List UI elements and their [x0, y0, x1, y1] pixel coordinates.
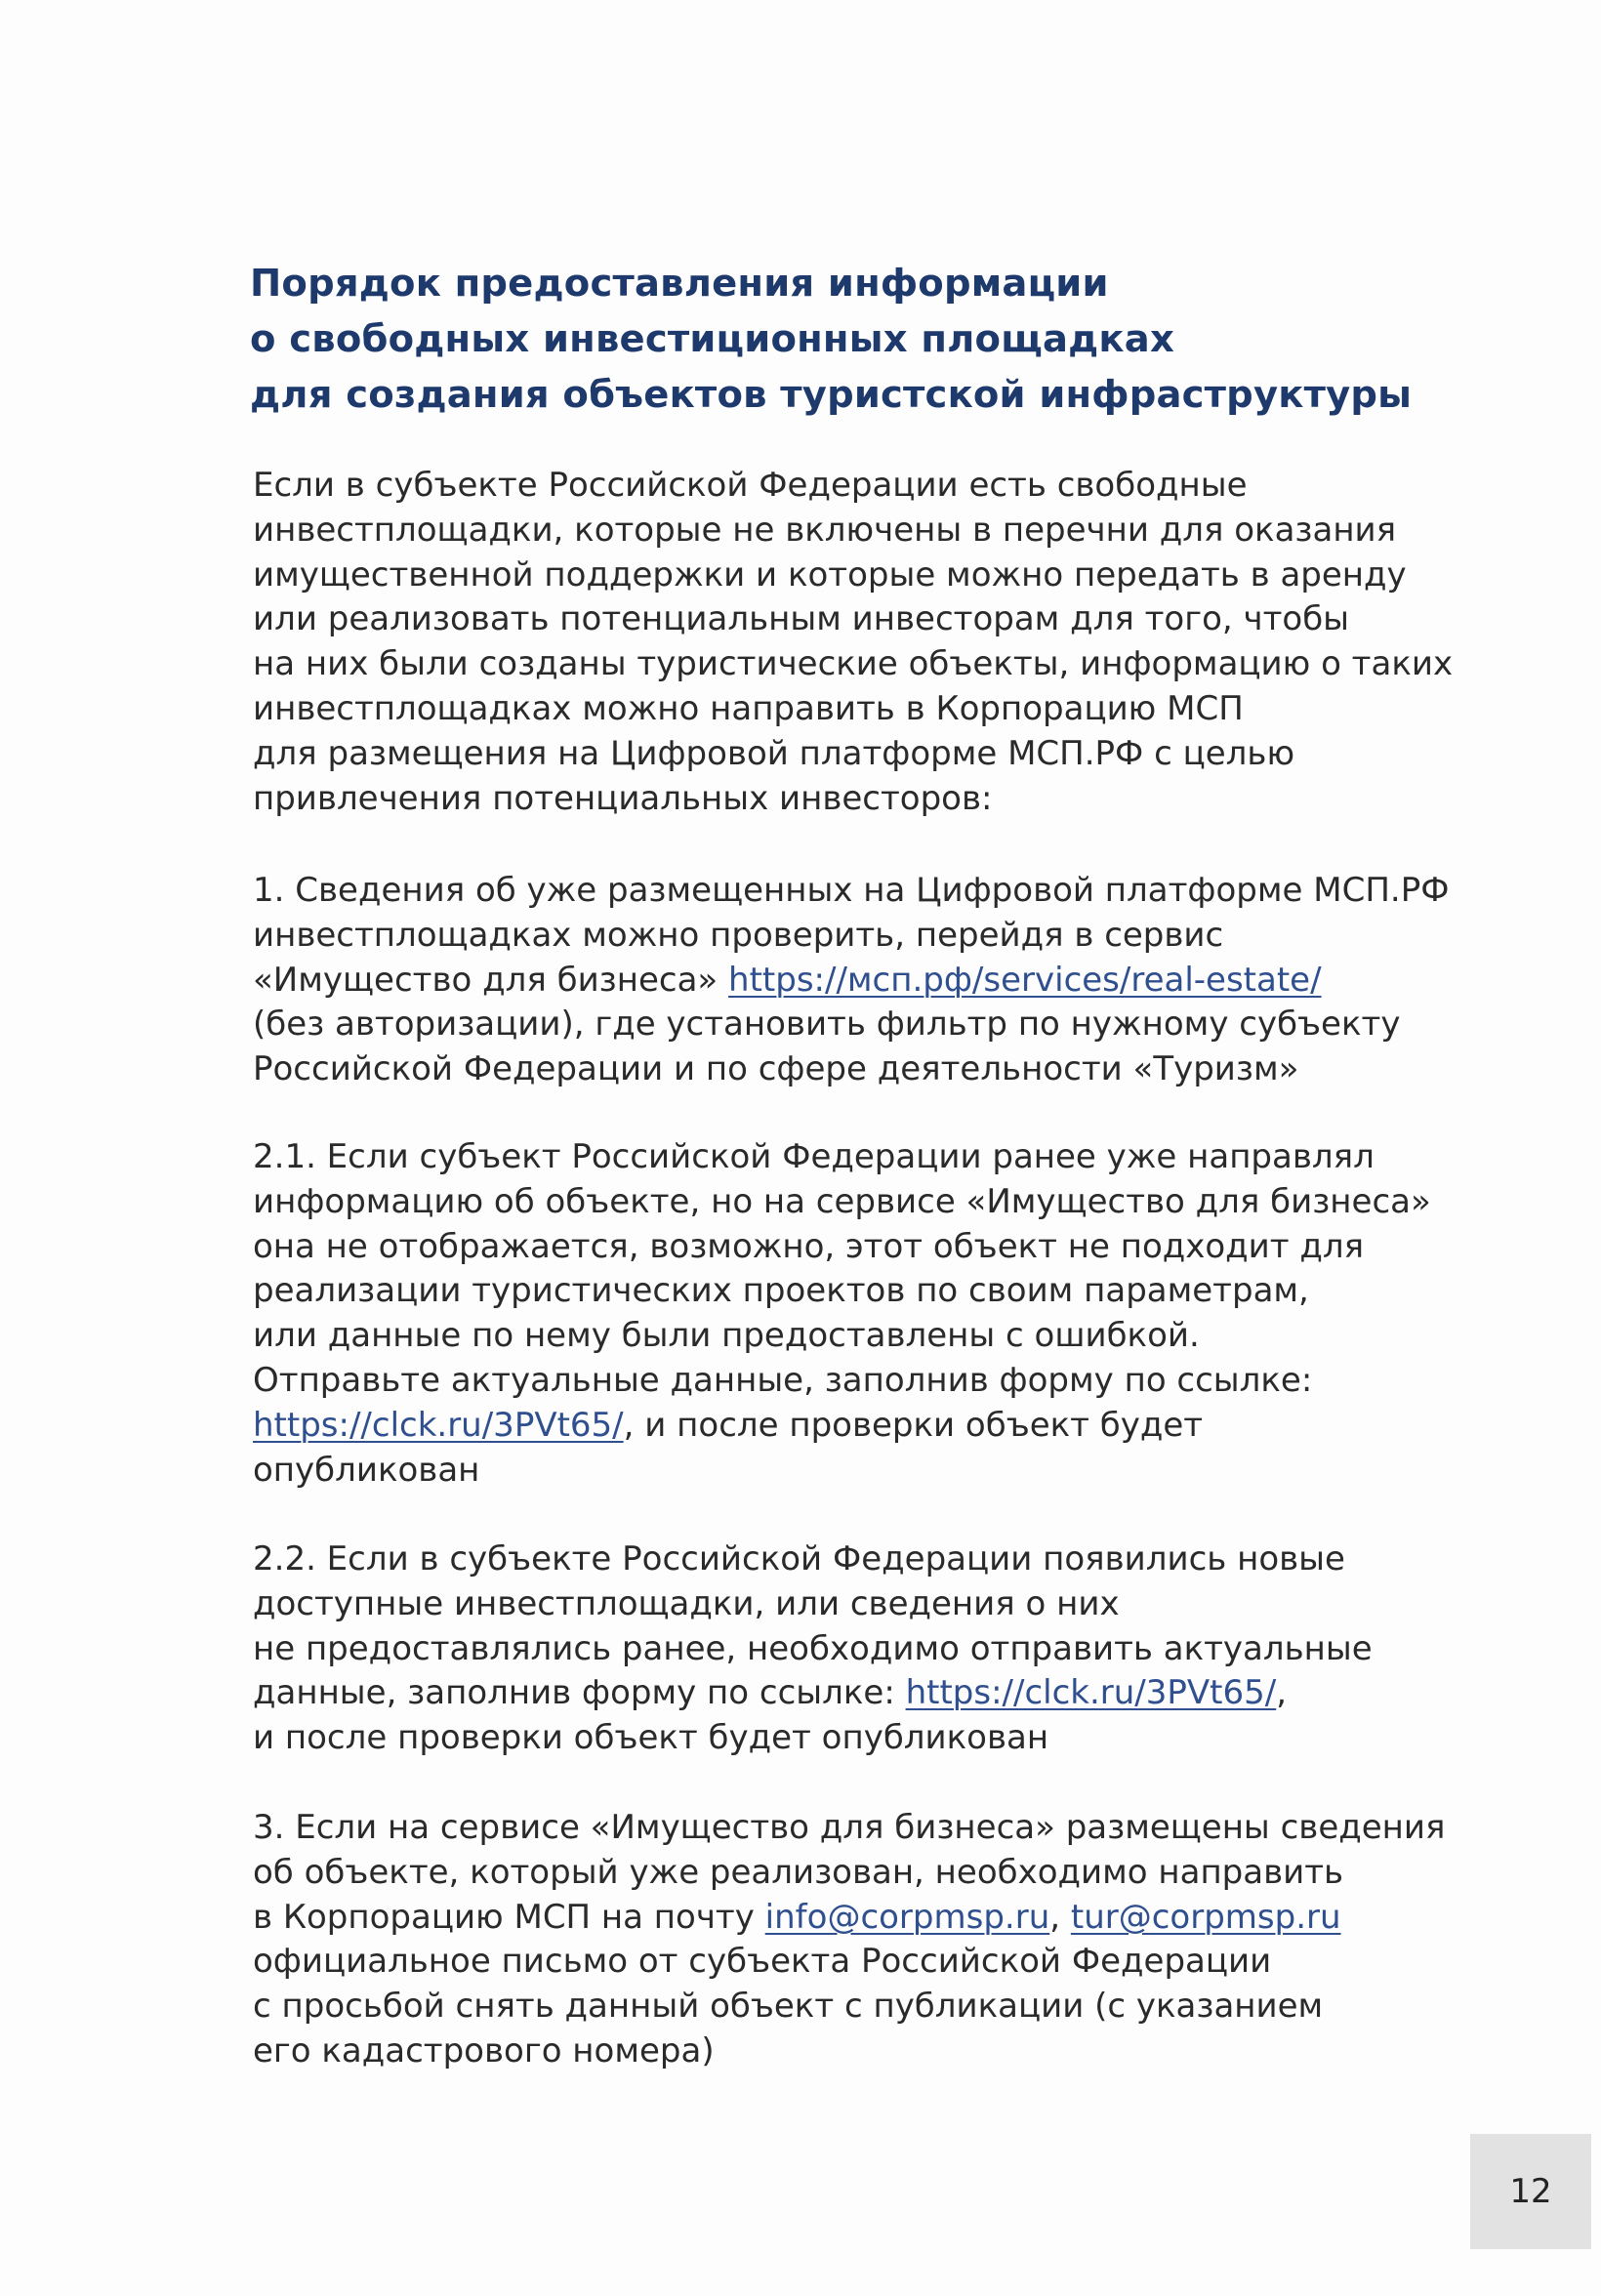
item-2-2-paragraph — [253, 1538, 1483, 1761]
page-number-box — [1470, 2134, 1591, 2249]
intro-line: на них были созданы туристические объекты, информацию о таких — [253, 644, 1454, 684]
item-1-line: 1. Сведения об уже размещенных на Цифровой платформе МСП.РФ — [253, 871, 1450, 910]
real-estate-service-link[interactable]: https://мсп.рф/services/real-estate/ — [728, 960, 1322, 1000]
item-2-2-line: не предоставлялись ранее, необходимо отправить актуальные — [253, 1628, 1373, 1668]
item-2-2-line: 2.2. Если в субъекте Российской Федерации появились новые — [253, 1539, 1345, 1578]
item-2-1-line: или данные по нему были предоставлены с ошибкой. — [253, 1316, 1200, 1356]
item-1-paragraph — [253, 869, 1483, 1092]
item-2-1-line: информацию об объекте, но на сервисе «Имущество для бизнеса» — [253, 1181, 1431, 1221]
item-3-line: об объекте, который уже реализован, необходимо направить — [253, 1852, 1344, 1892]
item-1-line — [253, 959, 1483, 1004]
intro-paragraph — [253, 464, 1483, 821]
item-2-1-text: , и после проверки объект будет — [623, 1405, 1204, 1445]
title-line: Порядок предоставления информации — [250, 262, 1109, 306]
intro-line: инвестплощадки, которые не включены в перечни для оказания — [253, 510, 1397, 550]
item-2-2-line: и после проверки объект будет опубликован — [253, 1718, 1049, 1758]
item-1-line: Российской Федерации и по сфере деятельности «Туризм» — [253, 1049, 1299, 1089]
item-2-1-line: 2.1. Если субъект Российской Федерации ранее уже направлял — [253, 1137, 1375, 1176]
item-3-line: официальное письмо от субъекта Российской Федерации — [253, 1942, 1272, 1982]
page-title — [250, 256, 1470, 423]
form-link[interactable]: https://clck.ru/3PVt65/ — [905, 1673, 1277, 1713]
item-2-1-line: она не отображается, возможно, этот объект не подходит для — [253, 1226, 1365, 1266]
item-2-1-paragraph — [253, 1135, 1483, 1493]
item-2-1-line: опубликован — [253, 1450, 480, 1490]
item-3-paragraph — [253, 1806, 1483, 2074]
intro-line: имущественной поддержки и которые можно передать в аренду — [253, 554, 1407, 594]
intro-line: Если в субъекте Российской Федерации есть свободные — [253, 466, 1248, 505]
item-3-text: в Корпорацию МСП на почту — [253, 1897, 765, 1937]
item-3-line — [253, 1896, 1483, 1941]
intro-line: или реализовать потенциальным инвесторам для того, чтобы — [253, 599, 1350, 639]
item-2-2-text: данные, заполнив форму по ссылке: — [253, 1673, 906, 1713]
item-1-line: (без авторизации), где установить фильтр по нужному субъекту — [253, 1004, 1401, 1045]
item-3-line: 3. Если на сервисе «Имущество для бизнеса» размещены сведения — [253, 1808, 1446, 1847]
info-email-link[interactable]: info@corpmsp.ru — [764, 1897, 1050, 1937]
item-3-line: его кадастрового номера) — [253, 2030, 715, 2070]
email-separator: , — [1049, 1897, 1071, 1937]
title-line: о свободных инвестиционных площадках — [250, 317, 1174, 361]
page-number: 12 — [1509, 2172, 1552, 2211]
item-2-1-line — [253, 1404, 1483, 1449]
tur-email-link[interactable]: tur@corpmsp.ru — [1070, 1897, 1341, 1937]
item-2-1-line: Отправьте актуальные данные, заполнив форму по ссылке: — [253, 1360, 1313, 1400]
intro-line: привлечения потенциальных инвесторов: — [253, 778, 993, 818]
item-2-2-line — [253, 1671, 1483, 1716]
intro-line: инвестплощадках можно направить в Корпорацию МСП — [253, 688, 1244, 728]
item-1-text: «Имущество для бизнеса» — [253, 960, 729, 1000]
form-link[interactable]: https://clck.ru/3PVt65/ — [253, 1405, 624, 1445]
item-2-1-line: реализации туристических проектов по своим параметрам, — [253, 1271, 1309, 1311]
intro-line: для размещения на Цифровой платформе МСП.РФ с целью — [253, 733, 1295, 773]
title-line: для создания объектов туристской инфраструктуры — [250, 373, 1413, 417]
item-2-2-line: доступные инвестплощадки, или сведения о них — [253, 1583, 1120, 1623]
item-1-line: инвестплощадках можно проверить, перейдя в сервис — [253, 915, 1224, 955]
item-3-line: с просьбой снять данный объект с публикации (с указанием — [253, 1987, 1324, 2027]
item-2-2-comma: , — [1276, 1673, 1288, 1713]
